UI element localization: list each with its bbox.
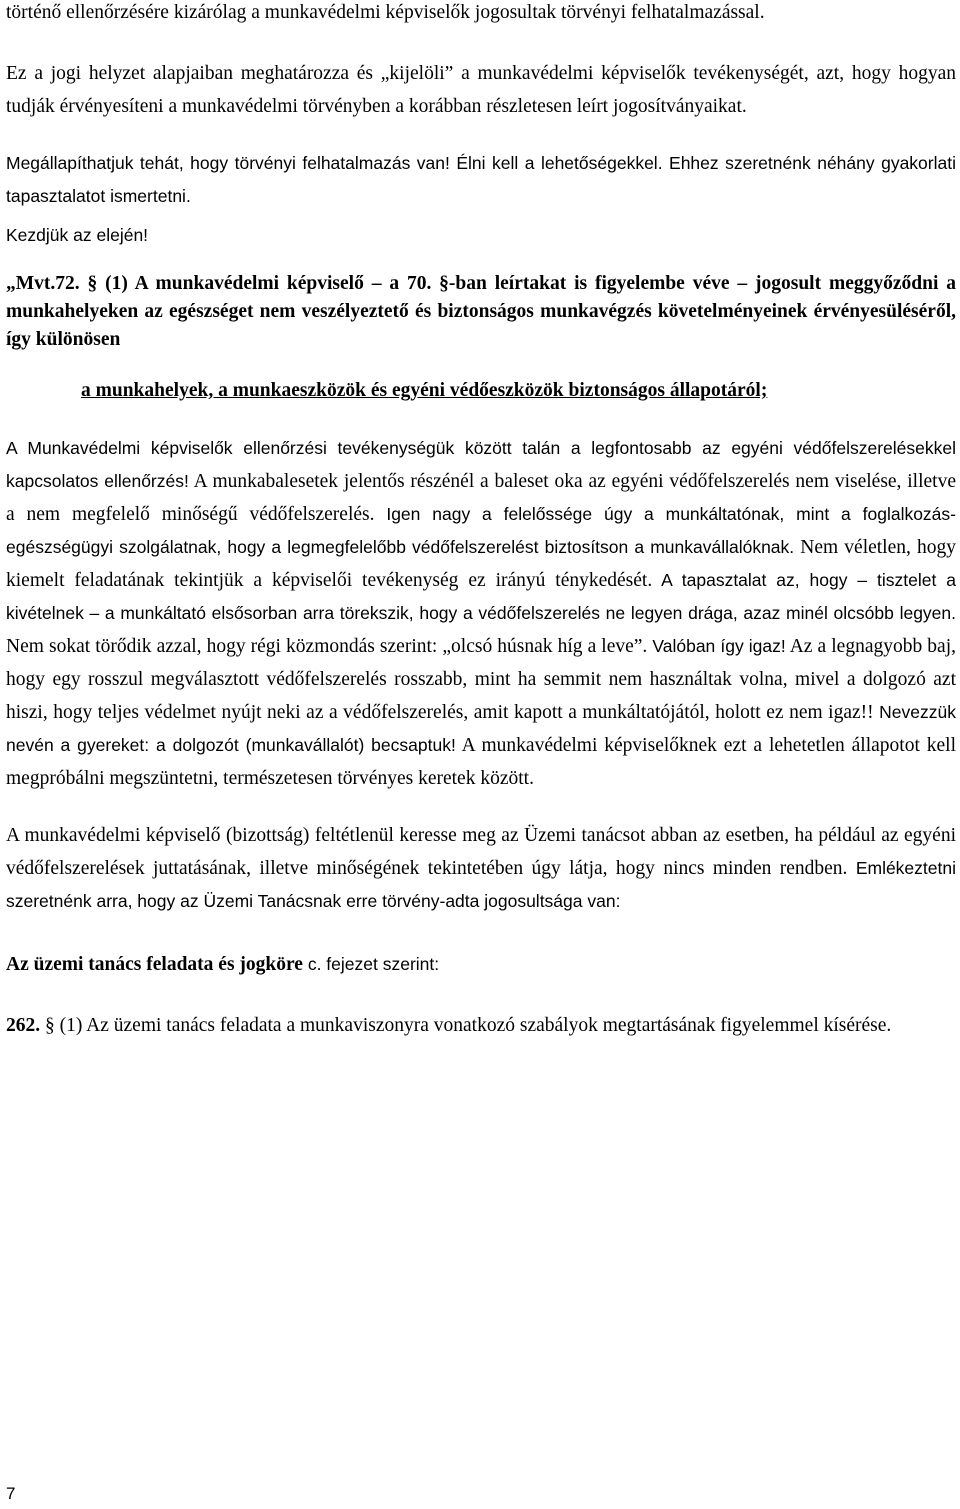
paragraph-sentence: Valóban így igaz! xyxy=(647,636,786,656)
paragraph-sentence: Emlékeztetni szeretnénk arra, hogy az Üzemi Tanácsnak erre törvény-adta jogosultsága van: xyxy=(6,858,956,911)
paragraph-text: Ez a jogi helyzet alapjaiban meghatározza és „kijelöli” a munkavédelmi képviselők tevékenységét, azt, hogy hogyan tudják érvényesíteni a munkavédelmi törvényben a korábban részletesen leírt jogosítványaikat. xyxy=(6,63,956,117)
paragraph-sentence: A munkabalesetek jelentős részénél a baleset oka az egyéni védőfelszerelés nem viselése, illetve a nem megfelelő minőségű védőfelszerelés. xyxy=(6,471,956,525)
section-text: § (1) Az üzemi tanács feladata a munkaviszonyra vonatkozó szabályok megtartásának figyelemmel kísérése. xyxy=(40,1015,892,1036)
paragraph-protective-equipment xyxy=(6,432,956,795)
law-quote-mvt72 xyxy=(6,270,956,354)
paragraph-sentence: Igen nagy a felelőssége úgy a munkáltatónak, mint a foglalkozás-egészségügyi szolgálatnak, hogy a legmegfelelőbb védőfelszerelést biztosítson a munkavállalóknak. xyxy=(6,504,956,557)
paragraph-legal-situation xyxy=(6,57,956,123)
law-section-262 xyxy=(6,1009,956,1042)
paragraph-conclusion xyxy=(6,147,956,213)
paragraph-lets-start xyxy=(6,219,956,252)
paragraph-text: Megállapíthatjuk tehát, hogy törvényi felhatalmazás van! Élni kell a lehetőségekkel. Ehhez szeretnénk néhány gyakorlati tapasztalatot ismertetni. xyxy=(6,153,956,206)
law-quote-item-text: a munkahelyek, a munkaeszközök és egyéni védőeszközök biztonságos állapotáról; xyxy=(81,380,768,401)
law-quote-text: „Mvt.72. § (1) A munkavédelmi képviselő – a 70. §-ban leírtakat is figyelembe véve – jogosult meggyőződni a munkahelyeken az egészséget nem veszélyeztető és biztonságos munkavégzés követelményeinek érvényesüléséről, így különösen xyxy=(6,273,956,350)
paragraph-continuation xyxy=(6,0,956,29)
paragraph-works-council xyxy=(6,819,956,918)
paragraph-sentence: Az a legnagyobb baj, hogy egy rosszul megválasztott védőfelszerelés rosszabb, mint ha semmit nem használtak volna, mivel a dolgozó azt hiszi, hogy teljes védelmet nyújt neki az a védőfelszerelés, amit kapott a munkáltatójától, holott ez nem igaz!! xyxy=(6,636,956,723)
paragraph-sentence: A Munkavédelmi képviselők ellenőrzési tevékenységük között talán a legfontosabb az egyéni védőfelszerelésekkel kapcsolatos ellenőrzés! xyxy=(6,438,956,491)
law-quote-item-a xyxy=(6,374,956,407)
page-number: 7 xyxy=(6,1484,16,1503)
document-page xyxy=(6,0,956,1042)
paragraph-sentence: Nem sokat törődik azzal, hogy régi közmondás szerint: „olcsó húsnak híg a leve”. xyxy=(6,636,648,657)
section-number: 262. xyxy=(6,1015,41,1036)
paragraph-sentence: A munkavédelmi képviselő (bizottság) feltétlenül keresse meg az Üzemi tanácsot abban az esetben, ha például az egyéni védőfelszerelések juttatásának, illetve minőségének tekintetében úgy látja, hogy nincs minden rendben. xyxy=(6,825,956,879)
paragraph-sentence: A munkavédelmi képviselőknek ezt a lehetetlen állapotot kell megpróbálni megszüntetni, természetesen törvényes keretek között. xyxy=(6,735,956,789)
paragraph-sentence: A tapasztalat az, hogy – tisztelet a kivételnek – a munkáltató elsősorban arra törekszik, hogy a védőfelszerelés ne legyen drága, azaz minél olcsóbb legyen. xyxy=(6,570,957,623)
chapter-ref-text: c. fejezet szerint: xyxy=(302,954,440,974)
paragraph-text: történő ellenőrzésére kizárólag a munkavédelmi képviselők jogosultak törvényi felhatalmazással. xyxy=(6,2,765,23)
paragraph-text: Kezdjük az elején! xyxy=(6,225,149,245)
paragraph-chapter-ref xyxy=(6,948,956,981)
paragraph-sentence: Nem véletlen, hogy kiemelt feladatának tekintjük a képviselői tevékenység ez irányú ténykedését. xyxy=(6,537,956,591)
chapter-title: Az üzemi tanács feladata és jogköre xyxy=(6,954,303,975)
paragraph-sentence: Nevezzük nevén a gyereket: a dolgozót (munkavállalót) becsaptuk! xyxy=(6,702,957,755)
